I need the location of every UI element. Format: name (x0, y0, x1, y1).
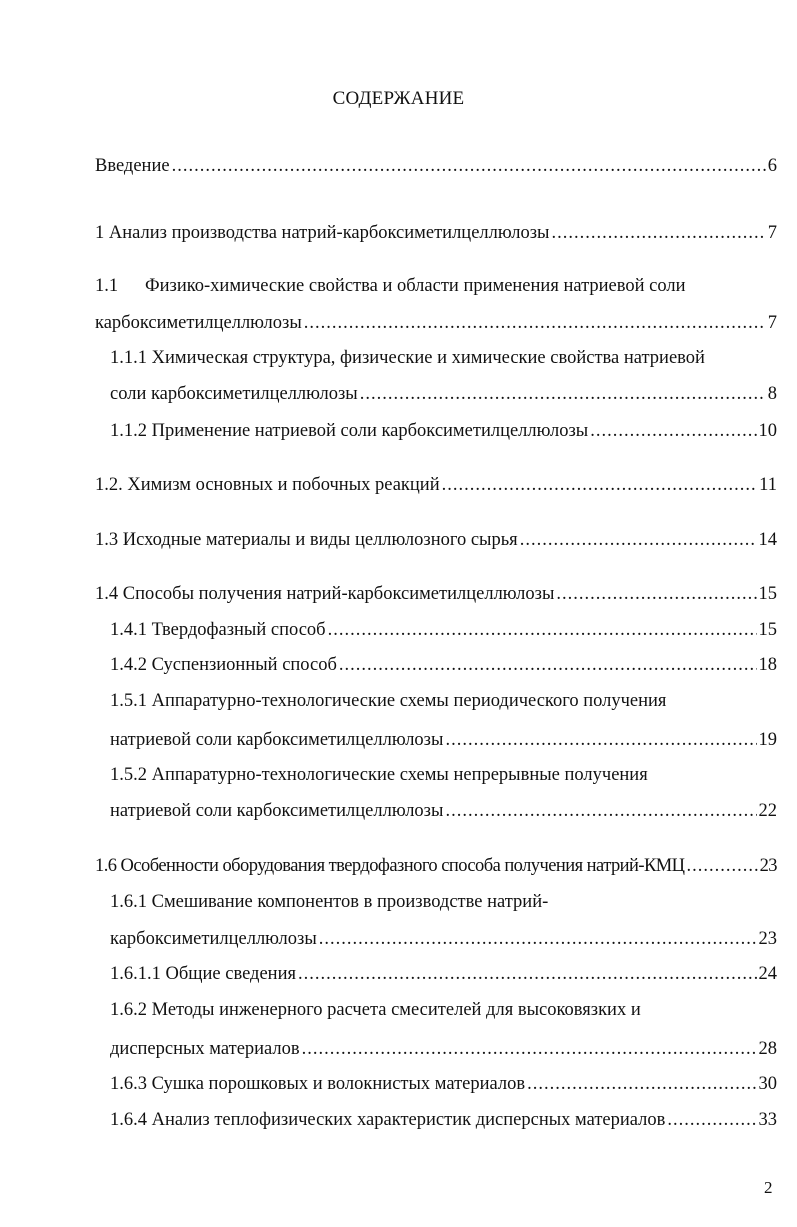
toc-entry-label: 1.6.2 Методы инженерного расчета смесителей для высоковязких и (110, 1000, 641, 1020)
toc-entry-label: натриевой соли карбоксиметилцеллюлозы (110, 801, 444, 821)
dot-leader (302, 1037, 757, 1061)
toc-page-number: 10 (758, 421, 777, 441)
toc-entry-section-1-1-line2[interactable] (95, 311, 777, 335)
toc-entry-section-1-5-2-line2[interactable] (110, 799, 777, 823)
dot-leader (445, 799, 756, 823)
toc-entry-section-1-6-1-line1[interactable] (110, 890, 777, 914)
toc-entry-label: 1.2. Химизм основных и побочных реакций (95, 475, 440, 495)
toc-entry-section-1-4-1[interactable] (110, 618, 777, 642)
dot-leader (442, 473, 758, 497)
dot-leader (556, 582, 756, 606)
toc-page-number: 8 (767, 384, 777, 404)
toc-entry-section-1-1-1-line2[interactable] (110, 382, 777, 406)
dot-leader (445, 728, 756, 752)
dot-leader (328, 618, 757, 642)
dot-leader (360, 382, 766, 406)
toc-entry-section-1-5-2-line1[interactable] (110, 763, 777, 787)
toc-entry-label: 1.4.2 Суспензионный способ (110, 655, 337, 675)
dot-leader (319, 927, 757, 951)
page-number: 2 (764, 1178, 773, 1197)
toc-page-number: 18 (758, 655, 777, 675)
toc-entry-section-1-4-2[interactable] (110, 653, 777, 677)
toc-entry-section-1-6-1-1[interactable] (110, 962, 777, 986)
toc-entry-section-1-3[interactable] (95, 528, 777, 552)
toc-page-number: 33 (758, 1110, 777, 1130)
toc-entry-label: 1.1.2 Применение натриевой соли карбоксиметилцеллюлозы (110, 421, 589, 441)
toc-entry-label: Введение (95, 156, 170, 176)
toc-page-number: 23 (758, 929, 777, 949)
toc-section-number: 1.1 (95, 276, 119, 296)
toc-entry-label: 1 Анализ производства натрий-карбоксиметилцеллюлозы (95, 223, 550, 243)
toc-entry-label: 1.6.4 Анализ теплофизических характеристик дисперсных материалов (110, 1110, 666, 1130)
toc-entry-section-1-1-1-line1[interactable] (110, 346, 777, 370)
toc-entry-section-1-1-line1[interactable] (95, 274, 777, 298)
dot-leader (339, 653, 757, 677)
toc-entry-label: дисперсных материалов (110, 1039, 300, 1059)
toc-entry-section-1-6-4[interactable] (110, 1108, 777, 1132)
toc-page-number: 15 (758, 584, 777, 604)
dot-leader (298, 962, 757, 986)
toc-entry-section-1-6-2-line1[interactable] (110, 998, 777, 1022)
toc-entry-section-1-5-1-line1[interactable] (110, 689, 777, 713)
toc-page-number: 14 (758, 530, 777, 550)
toc-entry-label: карбоксиметилцеллюлозы (110, 929, 317, 949)
toc-page-number: 19 (758, 730, 777, 750)
page-title: СОДЕРЖАНИЕ (332, 88, 465, 109)
toc-page-number: 28 (758, 1039, 777, 1059)
toc-entry-label: 1.6 Особенности оборудования твердофазного способа получения натрий-КМЦ (95, 856, 685, 876)
toc-page-number: 6 (767, 156, 777, 176)
dot-leader (520, 528, 757, 552)
toc-entry-section-1-5-1-line2[interactable] (110, 728, 777, 752)
toc-page-number: 7 (767, 223, 777, 243)
toc-page-number: 22 (758, 801, 777, 821)
toc-entry-label: соли карбоксиметилцеллюлозы (110, 384, 358, 404)
toc-entry-label: натриевой соли карбоксиметилцеллюлозы (110, 730, 444, 750)
toc-entry-section-1-6[interactable] (95, 854, 777, 878)
dot-leader (304, 311, 766, 335)
toc-entry-section-1[interactable] (95, 221, 777, 245)
toc-entry-section-1-1-2[interactable] (110, 419, 777, 443)
toc-entry-label: 1.5.1 Аппаратурно-технологические схемы периодического получения (110, 691, 667, 711)
toc-page-number: 15 (758, 620, 777, 640)
dot-leader (667, 1108, 756, 1132)
toc-entry-section-1-6-2-line2[interactable] (110, 1037, 777, 1061)
dot-leader (172, 154, 766, 178)
toc-entry-label: 1.3 Исходные материалы и виды целлюлозного сырья (95, 530, 518, 550)
toc-page-number: 23 (759, 856, 777, 876)
toc-page-number: 7 (767, 313, 777, 333)
toc-entry-section-1-6-1-line2[interactable] (110, 927, 777, 951)
toc-entry-label: 1.6.1 Смешивание компонентов в производстве натрий- (110, 892, 549, 912)
toc-page-number: 11 (759, 475, 777, 495)
toc-entry-label: 1.4.1 Твердофазный способ (110, 620, 326, 640)
toc-entry-label: карбоксиметилцеллюлозы (95, 313, 302, 333)
dot-leader (686, 854, 757, 878)
toc-page-number: 24 (758, 964, 777, 984)
dot-leader (590, 419, 756, 443)
toc-page-number: 30 (758, 1074, 777, 1094)
toc-entry-label: 1.4 Способы получения натрий-карбоксиметилцеллюлозы (95, 584, 555, 604)
toc-entry-introduction[interactable] (95, 154, 777, 178)
toc-entry-section-1-4[interactable] (95, 582, 777, 606)
toc-entry-label: 1.6.1.1 Общие сведения (110, 964, 296, 984)
toc-entry-label: Физико-химические свойства и области применения натриевой соли (145, 276, 686, 296)
toc-entry-label: 1.1.1 Химическая структура, физические и химические свойства натриевой (110, 348, 705, 368)
toc-entry-label: 1.5.2 Аппаратурно-технологические схемы непрерывные получения (110, 765, 648, 785)
toc-entry-section-1-6-3[interactable] (110, 1072, 777, 1096)
toc-entry-section-1-2[interactable] (95, 473, 777, 497)
dot-leader (527, 1072, 756, 1096)
toc-entry-label: 1.6.3 Сушка порошковых и волокнистых материалов (110, 1074, 526, 1094)
dot-leader (551, 221, 765, 245)
